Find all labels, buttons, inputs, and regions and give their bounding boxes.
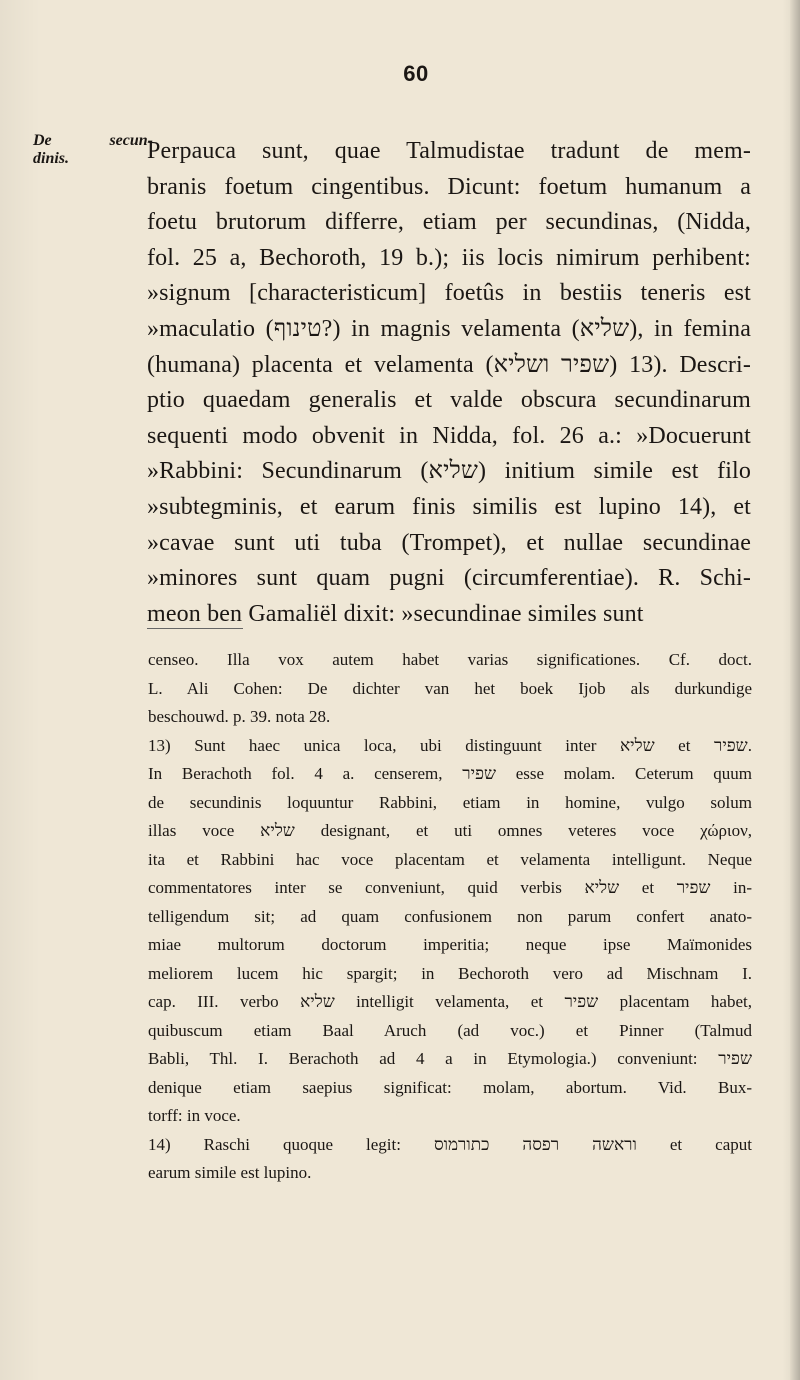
footnote-line: illas voce שליא designant, et uti omnes veteres voce χώριον,	[148, 821, 753, 840]
footnote-line: quibuscum etiam Baal Aruch (ad voc.) et Pinner (Talmud	[148, 1020, 752, 1040]
main-text-line: »cavae sunt uti tuba (Trompet), et nullae secundinae	[147, 529, 751, 556]
footnote-line: censeo. Illa vox autem habet varias significationes. Cf. doct.	[148, 650, 752, 669]
main-text-line: foetu brutorum differre, etiam per secundinas, (Nidda,	[147, 209, 751, 236]
main-text-line: sequenti modo obvenit in Nidda, fol. 26 a.: »Docuerunt	[147, 422, 751, 449]
margin-note-line: dinis.	[33, 150, 70, 167]
footnote-line: beschouwd. p. 39. nota 28.	[148, 707, 331, 726]
footnote-line: ita et Rabbini hac voce placentam et velamenta intelligunt. Neque	[148, 849, 752, 869]
footnote-divider	[147, 628, 243, 629]
main-text-line: »maculatio (טינוף?) in magnis velamenta (שליא), in femina	[147, 315, 751, 342]
main-text-line: (humana) placenta et velamenta (שפיר ושליא) 13). Descri-	[147, 351, 752, 378]
footnote-line: denique etiam saepius significat: molam, abortum. Vid. Bux-	[148, 1077, 752, 1097]
main-text-line: »subtegminis, et earum finis similis est lupino 14), et	[147, 493, 751, 520]
main-text-line: »Rabbini: Secundinarum (שליא) initium simile est filo	[147, 458, 752, 485]
main-text-line: Perpauca sunt, quae Talmudistae tradunt de mem-	[147, 138, 751, 164]
footnote-line: Babli, Thl. I. Berachoth ad 4 a in Etymologia.) conveniunt: שפיר	[148, 1049, 752, 1068]
main-paragraph	[147, 134, 751, 632]
footnote-line: cap. III. verbo שליא intelligit velamenta, et שפיר placentam habet,	[148, 992, 752, 1011]
footnote-line: de secundinis loquuntur Rabbini, etiam in homine, vulgo solum	[148, 792, 752, 812]
footnote-line: telligendum sit; ad quam confusionem non parum confert anato-	[148, 906, 752, 926]
main-text-line: »signum [characteristicum] foetûs in bestiis teneris est	[147, 280, 751, 307]
footnote-line: 13) Sunt haec unica loca, ubi distinguunt inter שליא et שפיר.	[148, 735, 752, 755]
page-edge	[790, 0, 800, 1380]
footnote-line: L. Ali Cohen: De dichter van het boek Ijob als durkundige	[148, 678, 752, 698]
main-text-line: meon ben Gamaliël dixit: »secundinae similes sunt	[147, 600, 644, 627]
footnote-line: earum simile est lupino.	[148, 1163, 312, 1182]
footnote-line: 14) Raschi quoque legit: וראשה רפסה כתורמוס et caput	[148, 1134, 752, 1154]
main-text-line: »minores sunt quam pugni (circumferentiae). R. Schi-	[147, 565, 751, 592]
main-text-line: branis foetum cingentibus. Dicunt: foetum humanum a	[147, 173, 751, 200]
main-text-line: fol. 25 a, Bechoroth, 19 b.); iis locis nimirum perhibent:	[147, 244, 751, 271]
main-text-line: ptio quaedam generalis et valde obscura secundinarum	[147, 387, 751, 414]
footnote-line: meliorem lucem hic spargit; in Bechoroth vero ad Mischnam I.	[148, 963, 752, 983]
footnote-line: miae multorum doctorum imperitia; neque ipse Maïmonides	[148, 935, 752, 954]
margin-note	[33, 132, 153, 168]
footnote-line: commentatores inter se conveniunt, quid verbis שליא et שפיר in-	[148, 878, 752, 897]
footnote-line: In Berachoth fol. 4 a. censerem, שפיר esse molam. Ceterum quum	[148, 764, 752, 783]
footnote-line: torff: in voce.	[148, 1106, 241, 1125]
footnotes	[148, 646, 752, 1188]
page-number: 60	[403, 61, 429, 86]
margin-note-line: De secun-	[33, 132, 153, 149]
